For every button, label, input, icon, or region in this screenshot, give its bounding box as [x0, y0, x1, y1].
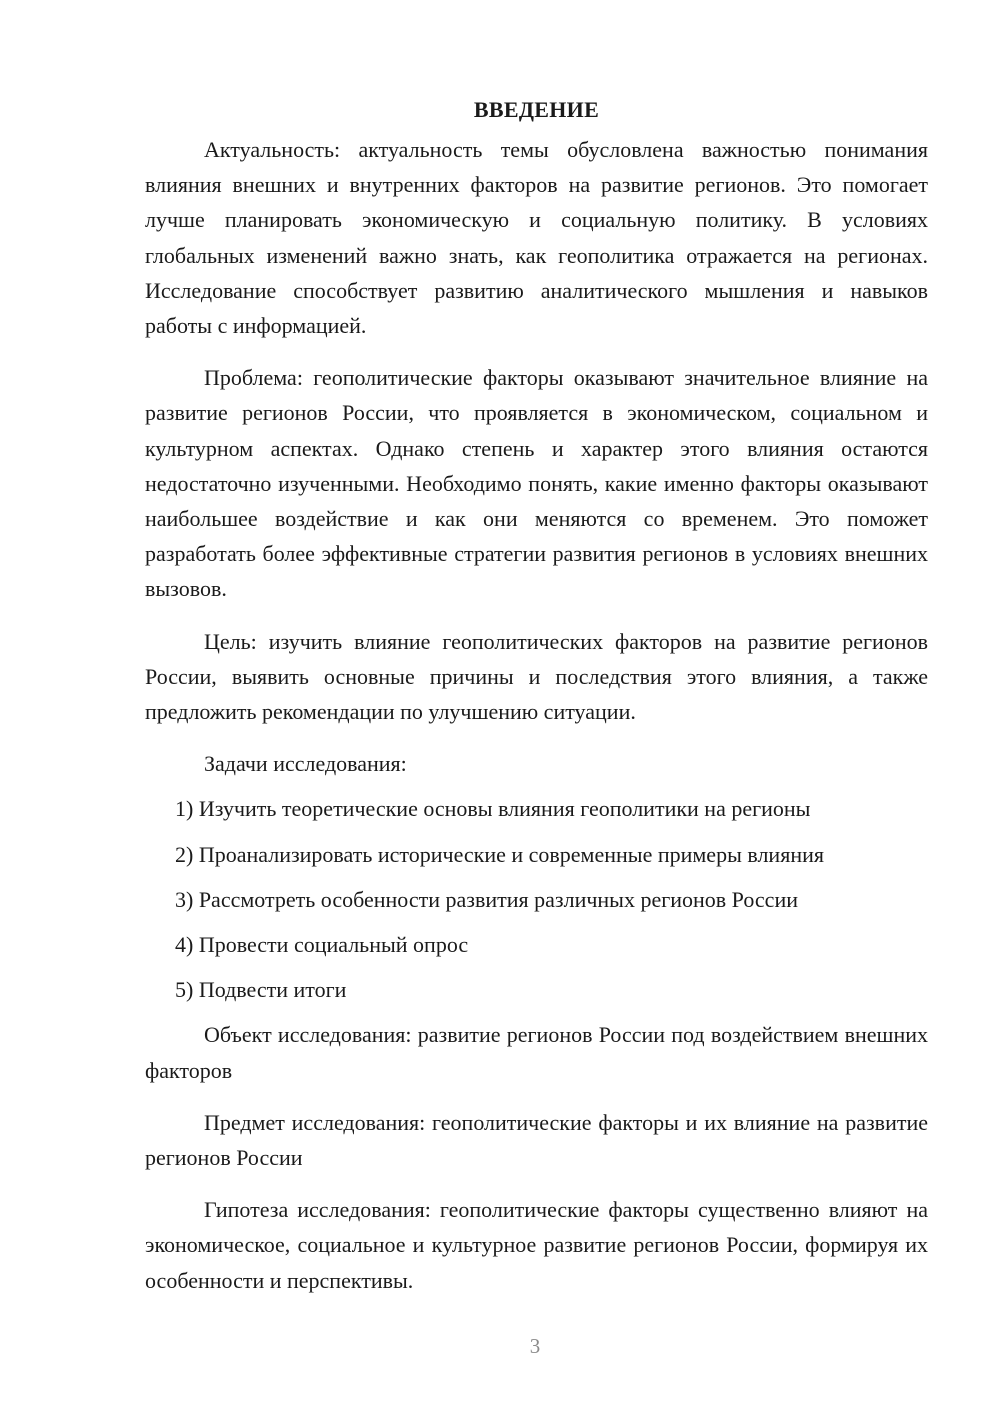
paragraph-object: Объект исследования: развитие регионов России под воздействием внешних факторов — [145, 1022, 928, 1083]
tasks-list — [145, 791, 928, 1007]
list-item: 4) Провести социальный опрос — [175, 932, 469, 958]
paragraph-subject: Предмет исследования: геополитические факторы и их влияние на развитие регионов России — [145, 1109, 928, 1171]
list-item: 5) Подвести итоги — [175, 977, 347, 1003]
list-item: 3) Рассмотреть особенности развития различных регионов России — [175, 886, 798, 912]
list-item: 2) Проанализировать исторические и современные примеры влияния — [175, 841, 824, 867]
paragraph-relevance: Актуальность: актуальность темы обусловлена важностью понимания влияния внешних и внутренних факторов на развитие регионов. Это помогает лучше планировать экономическую и социальную политику. В условиях глобальных изменений важно знать, как геополитика отражается на регионах. Исследование способствует развитию аналитического мышления и навыков работы с информацией. — [145, 137, 928, 339]
paragraph-tasks-heading: Задачи исследования: — [204, 751, 407, 777]
list-item: 1) Изучить теоретические основы влияния геополитики на регионы — [175, 796, 811, 822]
paragraph-problem: Проблема: геополитические факторы оказывают значительное влияние на развитие регионов России, что проявляется в экономическом, социальном и культурном аспектах. Однако степень и характер этого влияния остаются недостаточно изученными. Необходимо понять, какие именно факторы оказывают наибольшее воздействие и как они меняются со временем. Это поможет разработать более эффективные стратегии развития регионов в условиях внешних вызовов. — [145, 365, 928, 602]
page-title: ВВЕДЕНИЕ — [473, 97, 600, 122]
document-page — [145, 88, 928, 1315]
paragraph-goal: Цель: изучить влияние геополитических факторов на развитие регионов России, выявить основные причины и последствия этого влияния, а также предложить рекомендации по улучшению ситуации. — [145, 628, 928, 725]
page-number: 3 — [529, 1334, 541, 1358]
paragraph-hypothesis: Гипотеза исследования: геополитические факторы существенно влияют на экономическое, социальное и культурное развитие регионов России, формируя их особенности и перспективы. — [145, 1197, 928, 1293]
